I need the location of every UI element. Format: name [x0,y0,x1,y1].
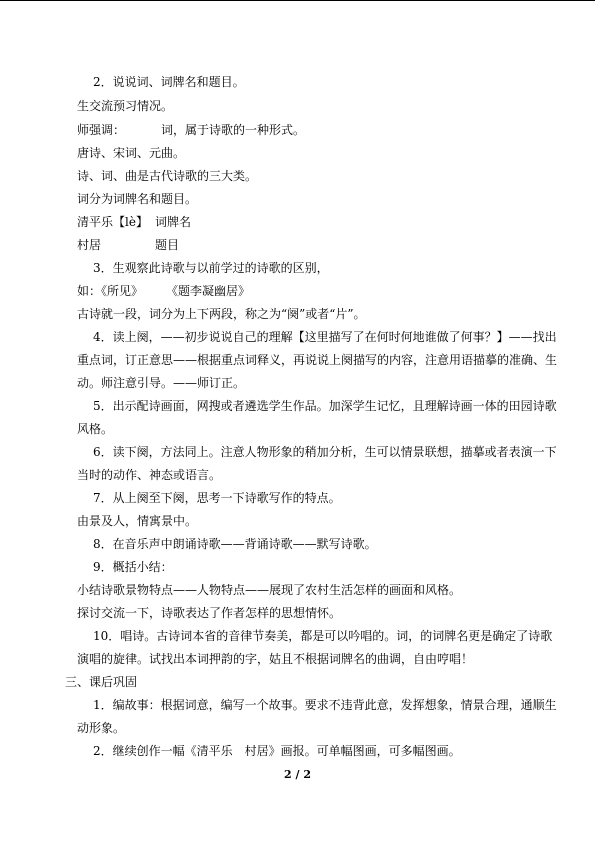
line-text: 唐诗、宋词、元曲。 [77,146,186,160]
text-line [0,281,595,301]
text-line [0,718,595,738]
line-text: 如：《所见》 [77,284,144,298]
text-line [0,603,595,623]
text-line [0,488,595,508]
line-text-col2: 词，属于诗歌的一种形式。 [161,123,306,137]
text-line [0,649,595,669]
line-text: 4．读上阕，——初步说说自己的理解【这里描写了在何时何地谁做了何事？】——找出 [93,330,557,344]
line-text: 小结诗歌景物特点——人物特点——展现了农村生活怎样的画面和风格。 [77,583,462,597]
text-line [0,419,595,439]
text-line [0,442,595,462]
text-line [0,72,595,92]
line-text: 探讨交流一下，诗歌表达了作者怎样的思想情怀。 [77,606,342,620]
text-line [0,120,595,140]
page-number: 2 / 2 [284,768,311,781]
text-line [0,695,595,715]
line-text: 演唱的旋律。试找出本词押韵的字，姑且不根据词牌名的曲调，自由哼唱！ [77,652,474,666]
line-text: 6．读下阕，方法同上。注意人物形象的稍加分析，生可以情景联想，描摹或者表演一下 [93,445,557,459]
section-heading [0,672,595,692]
line-text: 三、课后巩固 [65,675,138,689]
text-line [0,741,595,761]
text-line [0,373,595,393]
line-text: 5．出示配诗画面，网搜或者遴选学生作品。加深学生记忆，且理解诗画一体的田园诗歌 [93,399,557,413]
line-text: 7．从上阕至下阕，思考一下诗歌写作的特点。 [93,491,341,505]
line-text: 风格。 [77,422,114,436]
line-text: 古诗就一段，词分为上下两段，称之为“阕”或者“片”。 [77,307,366,321]
line-text: 生交流预习情况。 [77,99,174,113]
line-text: 9．概括小结： [93,560,173,574]
text-line [0,143,595,163]
line-text: 词分为词牌名和题目。 [77,192,198,206]
text-line [0,304,595,324]
line-text: 2．说说词、词牌名和题目。 [93,75,245,89]
text-line [0,465,595,485]
line-text-col2: 题目 [155,238,180,252]
line-text-col2: 词牌名 [155,215,192,229]
text-line [0,327,595,347]
line-text: 村居 [77,238,102,252]
text-line [0,189,595,209]
line-text: 动形象。 [77,721,126,735]
line-text: 3．生观察此诗歌与以前学过的诗歌的区别， [93,261,329,275]
line-text: 动。师注意引导。——师订正。 [77,376,246,390]
line-text: 重点词，订正意思——根据重点词释义，再说说上阕描写的内容，注意用语描摹的准确、生 [77,353,558,367]
line-text: 诗、词、曲是古代诗歌的三大类。 [77,169,258,183]
text-line [0,396,595,416]
text-line [0,534,595,554]
line-text: 1．编故事：根据词意，编写一个故事。要求不违背此意，发挥想象，情景合理，通顺生 [93,698,557,712]
line-text-col2: 《题李凝幽居》 [166,284,251,298]
line-text: 师强调： [77,123,126,137]
text-line [0,557,595,577]
text-line [0,96,595,116]
text-line [0,626,595,646]
text-line [0,212,595,232]
text-line [0,258,595,278]
text-line [0,580,595,600]
line-text: 清平乐【lè】 [77,215,148,229]
page-top-rule [0,0,595,1]
line-text: 8．在音乐声中朗诵诗歌——背诵诗歌——默写诗歌。 [93,537,377,551]
text-line [0,235,595,255]
text-line [0,511,595,531]
text-line [0,350,595,370]
text-line [0,166,595,186]
line-text: 当时的动作、神态或语言。 [77,468,222,482]
line-text: 2．继续创作一幅《清平乐 村居》画报。可单幅图画，可多幅图画。 [93,744,461,758]
line-text: 10．唱诗。古诗词本省的音律节奏美，都是可以吟唱的。词，的词牌名更是确定了诗歌 [93,629,553,643]
line-text: 由景及人，情寓景中。 [77,514,198,528]
